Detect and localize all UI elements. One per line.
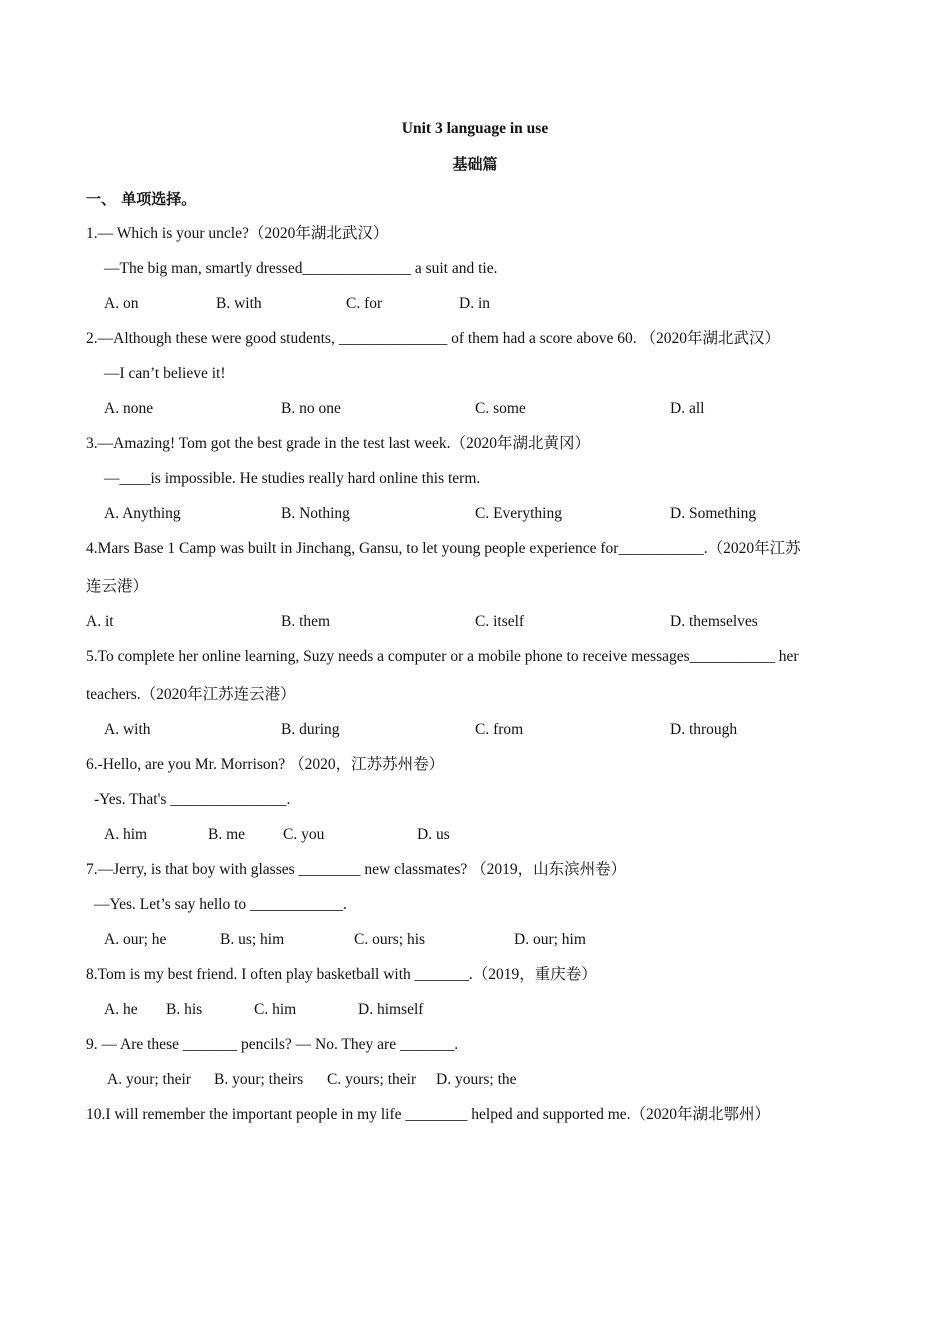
question-6-option-b: B. me bbox=[208, 826, 246, 843]
question-9-stem: 9. — Are these _______ pencils? — No. They are _______. bbox=[86, 1036, 459, 1053]
question-3-stem: 3.—Amazing! Tom got the best grade in the test last week.（2020年湖北黄冈） bbox=[86, 435, 591, 452]
question-7-option-c: C. ours; his bbox=[354, 931, 426, 948]
question-2-option-c: C. some bbox=[475, 400, 526, 417]
question-2-option-a: A. none bbox=[104, 400, 154, 417]
question-9-option-b: B. your; theirs bbox=[214, 1071, 304, 1088]
question-9-option-d: D. yours; the bbox=[436, 1071, 517, 1088]
document-subtitle: 基础篇 bbox=[452, 155, 498, 173]
question-4-stem: 4.Mars Base 1 Camp was built in Jinchang, Gansu, to let young people experience for___________.（2020年江苏 bbox=[86, 540, 801, 557]
question-8-option-c: C. him bbox=[254, 1001, 297, 1018]
question-6-answer-line: -Yes. That's _______________. bbox=[94, 791, 291, 808]
question-6-option-d: D. us bbox=[417, 826, 450, 843]
question-4-option-d: D. themselves bbox=[670, 613, 758, 630]
question-5-option-c: C. from bbox=[475, 721, 524, 738]
section-heading: 一、 单项选择。 bbox=[86, 190, 197, 208]
question-8-stem: 8.Tom is my best friend. I often play basketball with _______.（2019，重庆卷） bbox=[86, 966, 597, 983]
question-4-stem-continued: 连云港） bbox=[86, 578, 149, 595]
question-2-option-d: D. all bbox=[670, 400, 705, 417]
question-6-option-a: A. him bbox=[104, 826, 148, 843]
question-7-stem: 7.—Jerry, is that boy with glasses ________ new classmates? （2019，山东滨州卷） bbox=[86, 861, 627, 878]
question-5-option-d: D. through bbox=[670, 721, 738, 738]
question-1-answer-line: —The big man, smartly dressed______________ a suit and tie. bbox=[104, 260, 498, 277]
question-9-option-c: C. yours; their bbox=[327, 1071, 417, 1088]
question-4-option-b: B. them bbox=[281, 613, 331, 630]
question-1-option-b: B. with bbox=[216, 295, 262, 312]
question-8-option-d: D. himself bbox=[358, 1001, 424, 1018]
question-5-stem: 5.To complete her online learning, Suzy needs a computer or a mobile phone to receive messages___________ her bbox=[86, 648, 799, 665]
question-8-option-b: B. his bbox=[166, 1001, 203, 1018]
question-3-answer-line: —____is impossible. He studies really hard online this term. bbox=[104, 470, 481, 487]
question-4-option-c: C. itself bbox=[475, 613, 525, 630]
question-1-option-d: D. in bbox=[459, 295, 490, 312]
question-2-answer-line: —I can’t believe it! bbox=[104, 365, 226, 382]
document-title: Unit 3 language in use bbox=[401, 120, 549, 137]
question-7-option-a: A. our; he bbox=[104, 931, 167, 948]
question-3-option-b: B. Nothing bbox=[281, 505, 350, 522]
question-2-option-b: B. no one bbox=[281, 400, 341, 417]
question-7-option-d: D. our; him bbox=[514, 931, 586, 948]
question-3-option-d: D. Something bbox=[670, 505, 757, 522]
question-6-option-c: C. you bbox=[283, 826, 325, 843]
question-4-option-a: A. it bbox=[86, 613, 114, 630]
question-7-option-b: B. us; him bbox=[220, 931, 285, 948]
question-1-option-a: A. on bbox=[104, 295, 139, 312]
question-5-option-b: B. during bbox=[281, 721, 340, 738]
question-5-option-a: A. with bbox=[104, 721, 151, 738]
question-1-stem: 1.— Which is your uncle?（2020年湖北武汉） bbox=[86, 225, 389, 242]
question-10-stem: 10.I will remember the important people in my life ________ helped and supported me.（2020年湖北鄂州） bbox=[86, 1106, 771, 1123]
question-9-option-a: A. your; their bbox=[107, 1071, 191, 1088]
question-3-option-c: C. Everything bbox=[475, 505, 562, 522]
question-3-option-a: A. Anything bbox=[104, 505, 181, 522]
question-8-option-a: A. he bbox=[104, 1001, 138, 1018]
question-7-answer-line: —Yes. Let’s say hello to ____________. bbox=[94, 896, 347, 913]
question-1-option-c: C. for bbox=[346, 295, 383, 312]
question-6-stem: 6.-Hello, are you Mr. Morrison? （2020，江苏苏州卷） bbox=[86, 756, 445, 773]
question-5-stem-continued: teachers.（2020年江苏连云港） bbox=[86, 686, 296, 703]
question-2-stem: 2.—Although these were good students, ______________ of them had a score above 60. （2020年湖北武汉） bbox=[86, 330, 780, 347]
